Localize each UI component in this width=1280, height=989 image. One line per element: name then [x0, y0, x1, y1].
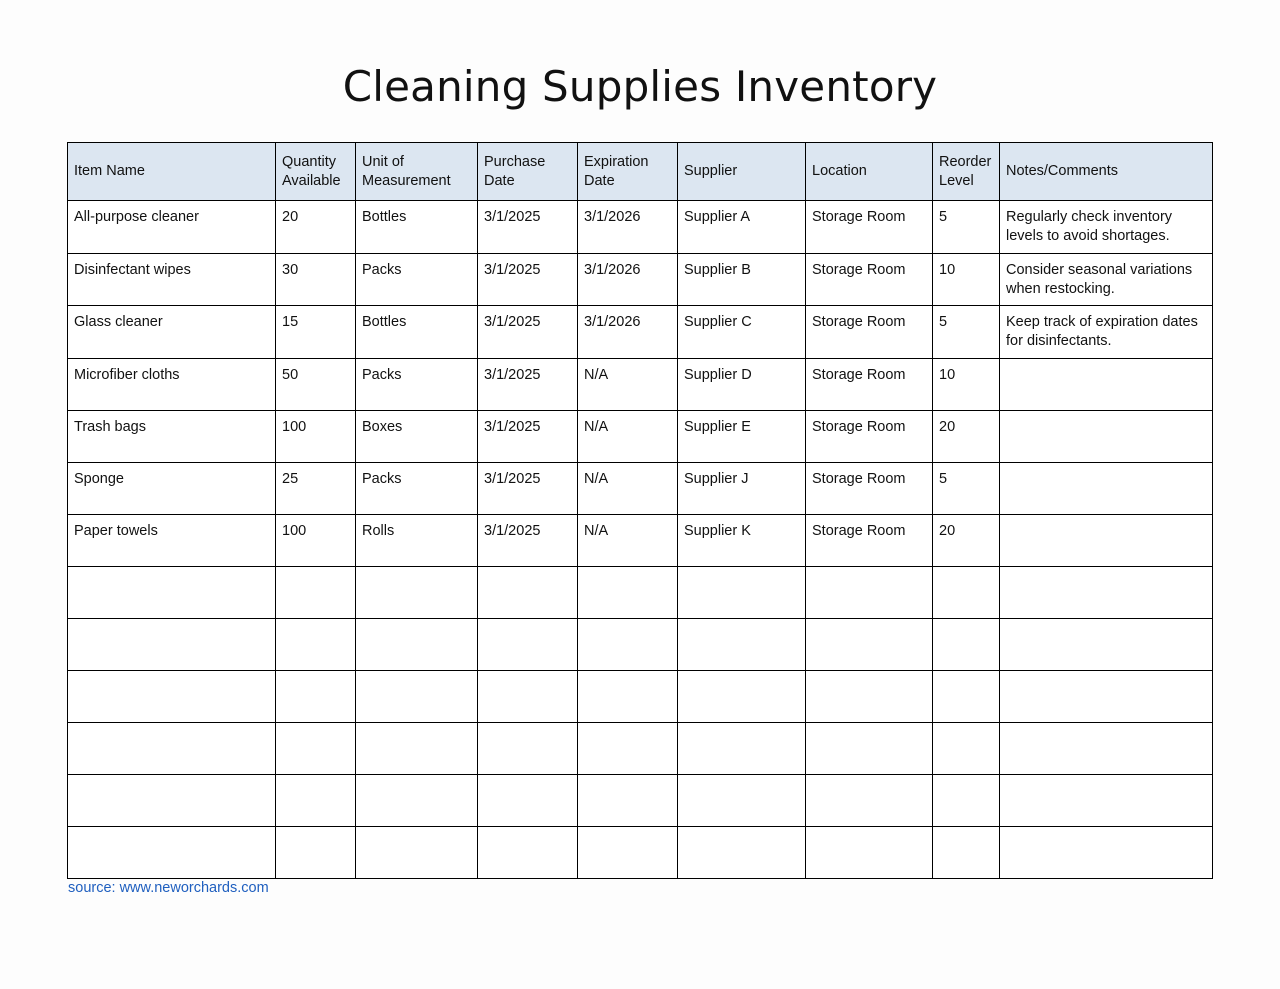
cell-notes[interactable]: Consider seasonal variations when restocking.: [1000, 253, 1213, 306]
cell-empty[interactable]: [578, 774, 678, 826]
cell-notes[interactable]: [1000, 514, 1213, 566]
cell-supplier[interactable]: Supplier E: [678, 410, 806, 462]
cell-empty[interactable]: [68, 722, 276, 774]
cell-reorder-level[interactable]: 5: [933, 462, 1000, 514]
table-header-row: [68, 143, 1213, 201]
table-row: [68, 410, 1213, 462]
cell-empty[interactable]: [678, 566, 806, 618]
cell-empty[interactable]: [578, 722, 678, 774]
cell-empty[interactable]: [68, 618, 276, 670]
cell-empty[interactable]: [1000, 618, 1213, 670]
source-note: [68, 880, 269, 896]
cell-empty[interactable]: [1000, 566, 1213, 618]
inventory-table: [67, 142, 1213, 879]
cell-empty[interactable]: [933, 826, 1000, 878]
cell-quantity[interactable]: 50: [276, 358, 356, 410]
cell-purchase-date[interactable]: 3/1/2025: [478, 462, 578, 514]
cell-location[interactable]: Storage Room: [806, 514, 933, 566]
cell-empty[interactable]: [806, 566, 933, 618]
table-header: [68, 143, 1213, 201]
cell-location[interactable]: Storage Room: [806, 306, 933, 359]
cell-empty[interactable]: [678, 826, 806, 878]
table-row-empty: [68, 566, 1213, 618]
cell-empty[interactable]: [578, 826, 678, 878]
cell-notes[interactable]: [1000, 410, 1213, 462]
cell-empty[interactable]: [356, 774, 478, 826]
cell-empty[interactable]: [678, 670, 806, 722]
cell-item-name[interactable]: Glass cleaner: [68, 306, 276, 359]
cell-empty[interactable]: [933, 618, 1000, 670]
cell-supplier[interactable]: Supplier C: [678, 306, 806, 359]
cell-purchase-date[interactable]: 3/1/2025: [478, 253, 578, 306]
cell-purchase-date[interactable]: 3/1/2025: [478, 358, 578, 410]
cell-empty[interactable]: [806, 722, 933, 774]
cell-purchase-date[interactable]: 3/1/2025: [478, 201, 578, 254]
column-header-item-name: Item Name: [68, 143, 276, 201]
cell-empty[interactable]: [356, 670, 478, 722]
cell-supplier[interactable]: Supplier D: [678, 358, 806, 410]
column-header-reorder-level: Reorder Level: [933, 143, 1000, 201]
cell-empty[interactable]: [276, 722, 356, 774]
cell-empty[interactable]: [68, 566, 276, 618]
cell-item-name[interactable]: All-purpose cleaner: [68, 201, 276, 254]
cell-expiration-date[interactable]: 3/1/2026: [578, 253, 678, 306]
cell-expiration-date[interactable]: N/A: [578, 462, 678, 514]
cell-empty[interactable]: [68, 774, 276, 826]
cell-supplier[interactable]: Supplier K: [678, 514, 806, 566]
cell-location[interactable]: Storage Room: [806, 253, 933, 306]
cell-item-name[interactable]: Disinfectant wipes: [68, 253, 276, 306]
cell-empty[interactable]: [1000, 722, 1213, 774]
table-row-empty: [68, 774, 1213, 826]
cell-unit[interactable]: Packs: [356, 462, 478, 514]
cell-empty[interactable]: [806, 826, 933, 878]
cell-empty[interactable]: [578, 618, 678, 670]
cell-reorder-level[interactable]: 5: [933, 201, 1000, 254]
cell-empty[interactable]: [478, 774, 578, 826]
cell-empty[interactable]: [478, 670, 578, 722]
cell-quantity[interactable]: 100: [276, 410, 356, 462]
cell-empty[interactable]: [933, 722, 1000, 774]
page-title: Cleaning Supplies Inventory: [342, 62, 938, 111]
cell-unit[interactable]: Packs: [356, 358, 478, 410]
table-row-empty: [68, 722, 1213, 774]
cell-empty[interactable]: [678, 722, 806, 774]
cell-empty[interactable]: [933, 670, 1000, 722]
cell-reorder-level[interactable]: 10: [933, 358, 1000, 410]
table-row: [68, 514, 1213, 566]
cell-item-name[interactable]: Microfiber cloths: [68, 358, 276, 410]
column-header-location: Location: [806, 143, 933, 201]
cell-location[interactable]: Storage Room: [806, 358, 933, 410]
column-header-purchase-date: Purchase Date: [478, 143, 578, 201]
column-header-unit-of-measurement: Unit of Measurement: [356, 143, 478, 201]
table-row: [68, 253, 1213, 306]
cell-empty[interactable]: [478, 722, 578, 774]
cell-empty[interactable]: [68, 826, 276, 878]
cell-unit[interactable]: Boxes: [356, 410, 478, 462]
table-row: [68, 201, 1213, 254]
cell-empty[interactable]: [1000, 774, 1213, 826]
cell-reorder-level[interactable]: 5: [933, 306, 1000, 359]
cell-supplier[interactable]: Supplier A: [678, 201, 806, 254]
cell-empty[interactable]: [806, 774, 933, 826]
cell-empty[interactable]: [356, 566, 478, 618]
cell-empty[interactable]: [276, 618, 356, 670]
column-header-expiration-date: Expiration Date: [578, 143, 678, 201]
cell-empty[interactable]: [276, 774, 356, 826]
source-link[interactable]: source: www.neworchards.com: [68, 880, 269, 896]
cell-supplier[interactable]: Supplier B: [678, 253, 806, 306]
cell-empty[interactable]: [806, 670, 933, 722]
cell-empty[interactable]: [678, 774, 806, 826]
cell-empty[interactable]: [1000, 826, 1213, 878]
cell-expiration-date[interactable]: N/A: [578, 514, 678, 566]
cell-empty[interactable]: [478, 618, 578, 670]
cell-location[interactable]: Storage Room: [806, 462, 933, 514]
table-body: [68, 201, 1213, 879]
cell-reorder-level[interactable]: 20: [933, 410, 1000, 462]
cell-location[interactable]: Storage Room: [806, 410, 933, 462]
column-header-notes-comments: Notes/Comments: [1000, 143, 1213, 201]
cell-empty[interactable]: [478, 826, 578, 878]
cell-unit[interactable]: Packs: [356, 253, 478, 306]
cell-empty[interactable]: [678, 618, 806, 670]
cell-quantity[interactable]: 30: [276, 253, 356, 306]
cell-supplier[interactable]: Supplier J: [678, 462, 806, 514]
cell-purchase-date[interactable]: 3/1/2025: [478, 410, 578, 462]
cell-empty[interactable]: [276, 566, 356, 618]
column-header-quantity-available: Quantity Available: [276, 143, 356, 201]
cell-item-name[interactable]: Trash bags: [68, 410, 276, 462]
cell-quantity[interactable]: 25: [276, 462, 356, 514]
cell-empty[interactable]: [478, 566, 578, 618]
cell-item-name[interactable]: Paper towels: [68, 514, 276, 566]
cell-notes[interactable]: [1000, 462, 1213, 514]
cell-empty[interactable]: [578, 670, 678, 722]
table-row: [68, 462, 1213, 514]
cell-empty[interactable]: [276, 670, 356, 722]
cell-unit[interactable]: Bottles: [356, 201, 478, 254]
cell-empty[interactable]: [356, 826, 478, 878]
cell-location[interactable]: Storage Room: [806, 201, 933, 254]
cell-reorder-level[interactable]: 20: [933, 514, 1000, 566]
cell-empty[interactable]: [68, 670, 276, 722]
cell-quantity[interactable]: 20: [276, 201, 356, 254]
cell-unit[interactable]: Rolls: [356, 514, 478, 566]
cell-notes[interactable]: Keep track of expiration dates for disinfectants.: [1000, 306, 1213, 359]
cell-empty[interactable]: [806, 618, 933, 670]
cell-empty[interactable]: [933, 566, 1000, 618]
cell-expiration-date[interactable]: N/A: [578, 410, 678, 462]
table-row-empty: [68, 826, 1213, 878]
cell-quantity[interactable]: 100: [276, 514, 356, 566]
table-row-empty: [68, 670, 1213, 722]
cell-expiration-date[interactable]: 3/1/2026: [578, 306, 678, 359]
table-row: [68, 306, 1213, 359]
cell-empty[interactable]: [356, 722, 478, 774]
cell-notes[interactable]: Regularly check inventory levels to avoid shortages.: [1000, 201, 1213, 254]
cell-purchase-date[interactable]: 3/1/2025: [478, 514, 578, 566]
cell-item-name[interactable]: Sponge: [68, 462, 276, 514]
inventory-table-container: [67, 142, 1212, 879]
cell-empty[interactable]: [1000, 670, 1213, 722]
cell-empty[interactable]: [933, 774, 1000, 826]
cell-unit[interactable]: Bottles: [356, 306, 478, 359]
cell-expiration-date[interactable]: N/A: [578, 358, 678, 410]
cell-empty[interactable]: [356, 618, 478, 670]
cell-purchase-date[interactable]: 3/1/2025: [478, 306, 578, 359]
table-row: [68, 358, 1213, 410]
cell-quantity[interactable]: 15: [276, 306, 356, 359]
column-header-supplier: Supplier: [678, 143, 806, 201]
cell-notes[interactable]: [1000, 358, 1213, 410]
table-row-empty: [68, 618, 1213, 670]
cell-empty[interactable]: [578, 566, 678, 618]
cell-empty[interactable]: [276, 826, 356, 878]
cell-expiration-date[interactable]: 3/1/2026: [578, 201, 678, 254]
cell-reorder-level[interactable]: 10: [933, 253, 1000, 306]
